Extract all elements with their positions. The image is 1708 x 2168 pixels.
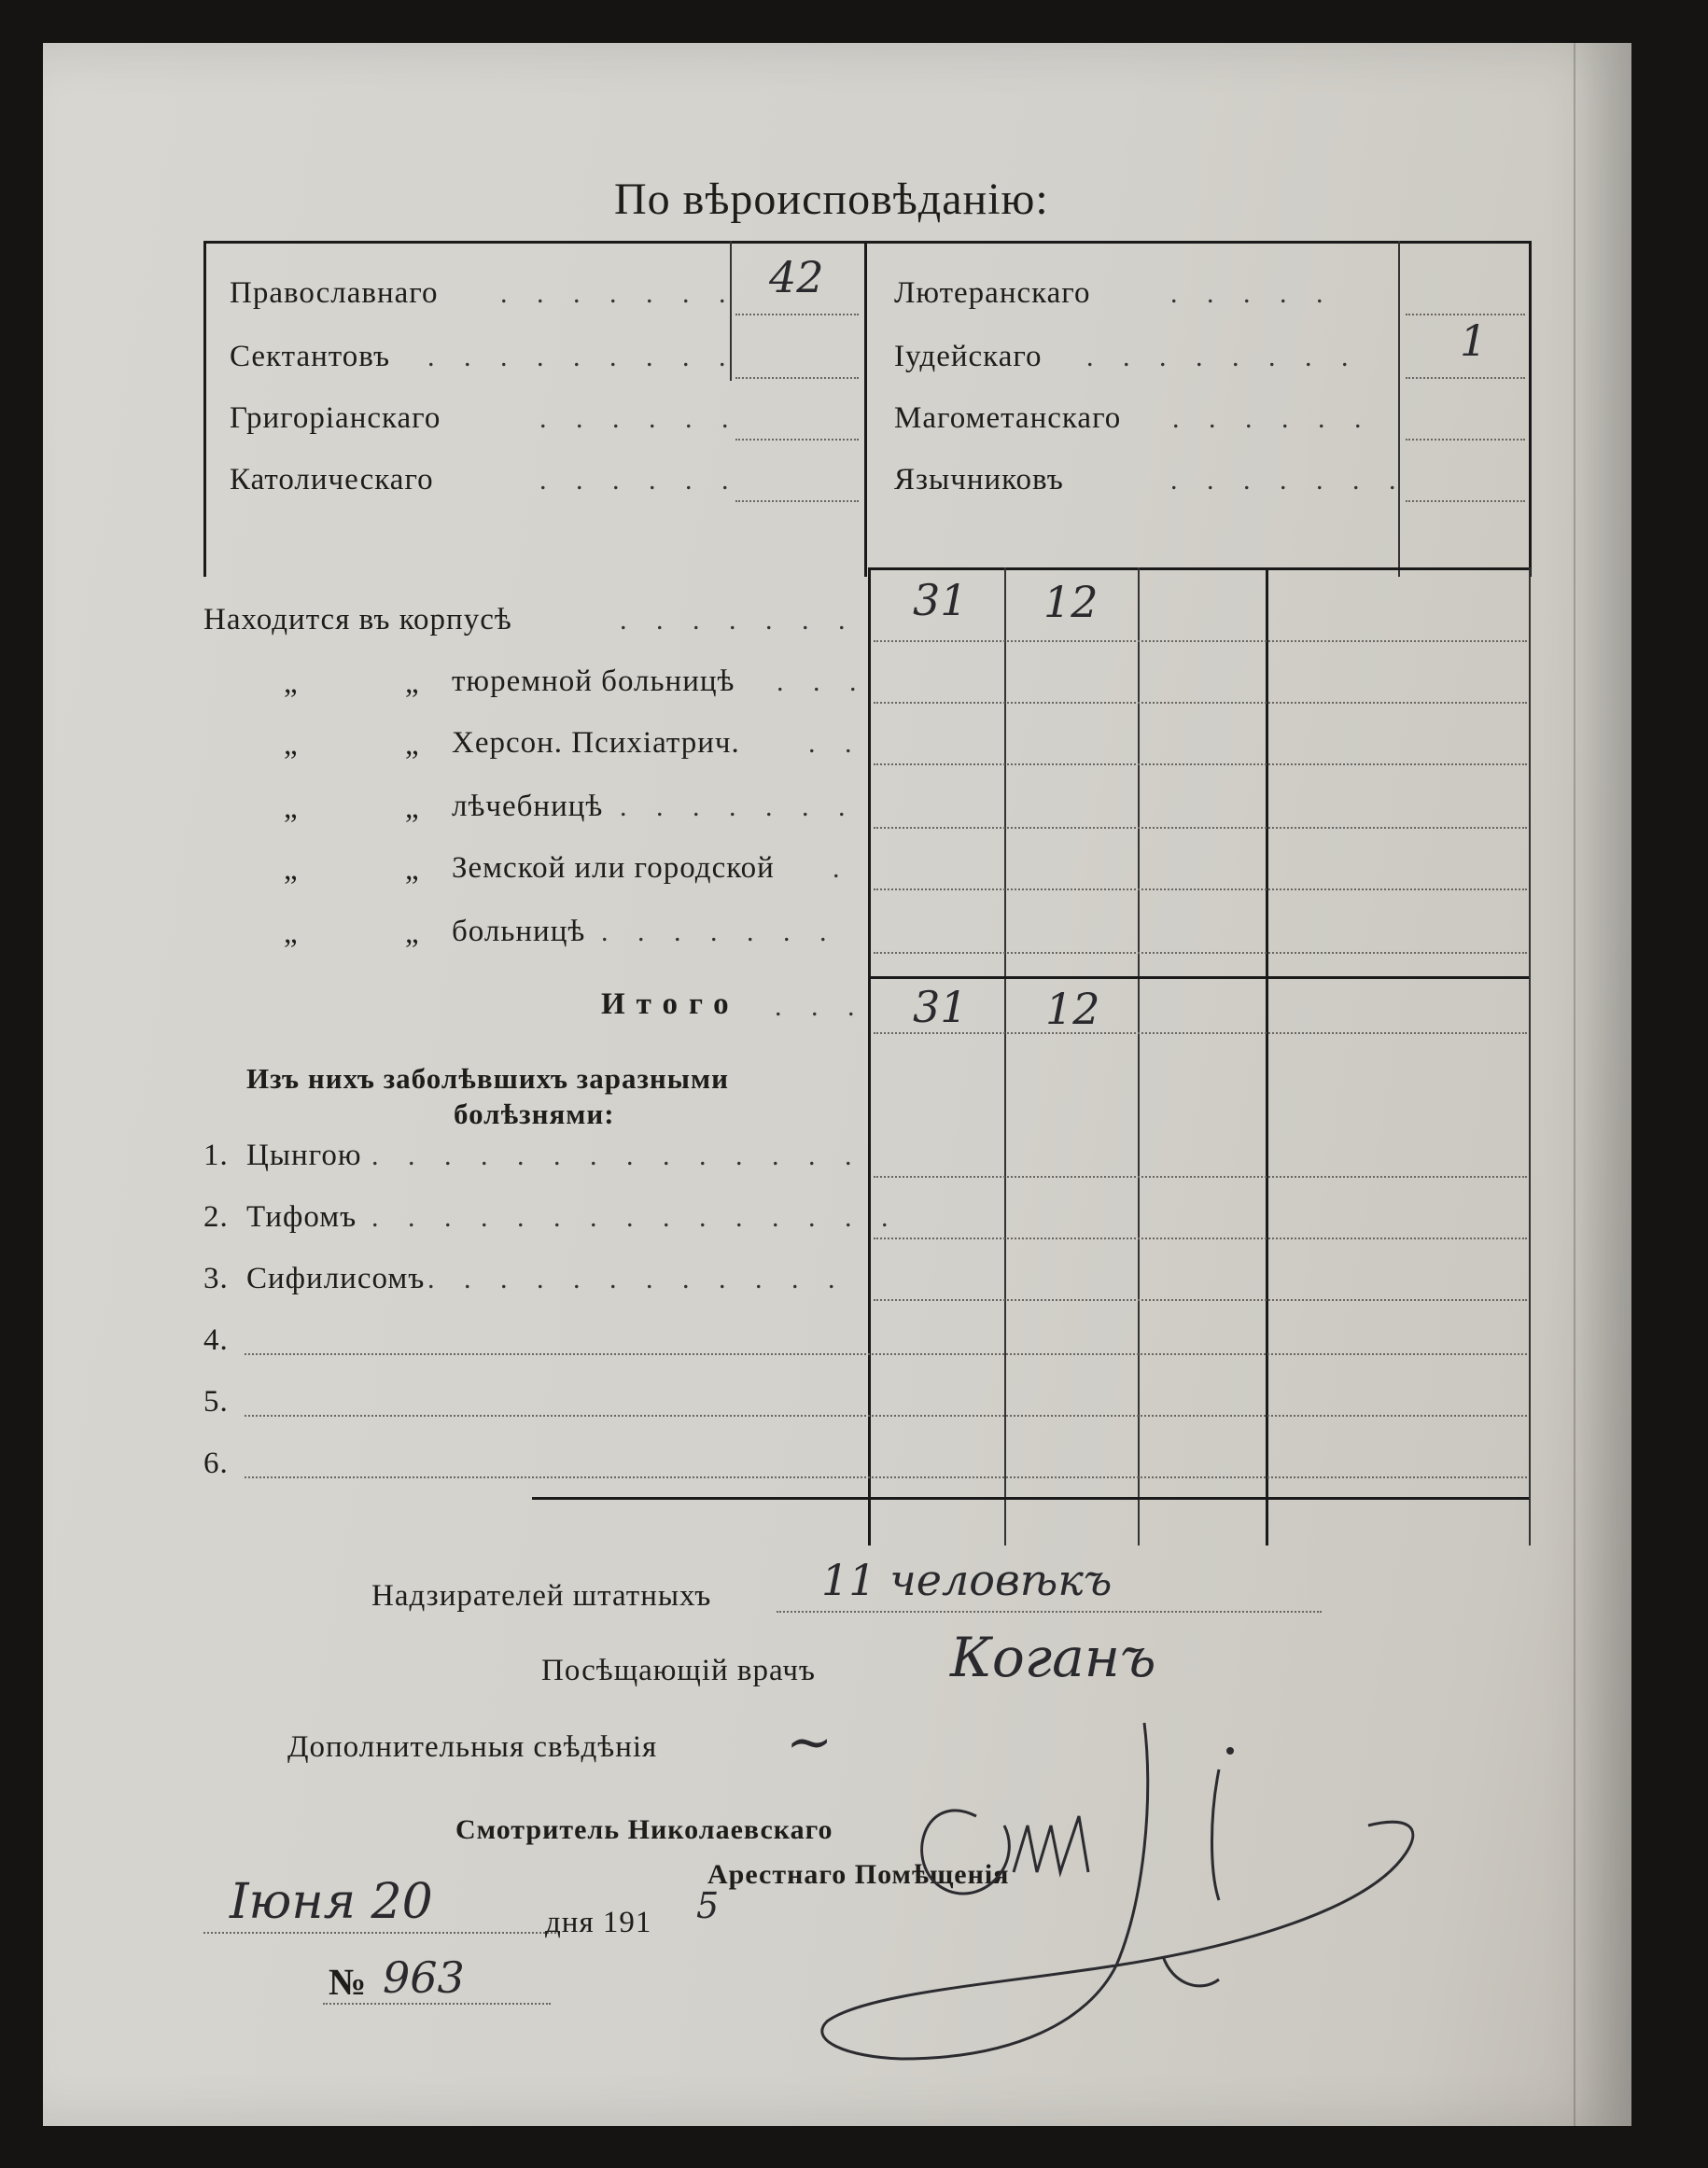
main-table-col-3 — [1138, 567, 1140, 1546]
religion-right-label: Іудейскаго — [894, 340, 1043, 373]
disease-dots: . . . . . . . . . . . . . . — [371, 1140, 863, 1171]
religion-left-dots: . . . . . . — [539, 465, 740, 496]
disease-number: 5. — [203, 1385, 229, 1419]
cell-rule — [874, 1299, 1527, 1301]
disease-number: 2. — [203, 1200, 229, 1234]
religion-table-center-border — [864, 241, 867, 577]
total-col1-value: 31 — [913, 982, 968, 1032]
disease-label: Цынгою — [246, 1139, 362, 1172]
date-rule — [203, 1932, 556, 1934]
bottom-rule — [532, 1497, 1529, 1500]
value-rule — [735, 377, 859, 379]
page-heading: По вѣроисповѣданію: — [614, 175, 1049, 224]
location-dots: . — [833, 853, 851, 884]
ditto-mark: „ — [284, 853, 299, 887]
location-label: больницѣ — [452, 915, 586, 948]
religion-table-left-border — [203, 241, 206, 577]
location-label: тюремной больницѣ — [452, 664, 735, 698]
ditto-mark: „ — [405, 791, 420, 825]
value-rule — [735, 500, 859, 502]
ditto-mark: „ — [405, 853, 420, 887]
value-rule — [1406, 377, 1525, 379]
value-rule — [1406, 500, 1525, 502]
location-dots: . . . . . . . — [620, 605, 857, 636]
cell-rule — [874, 763, 1527, 765]
wardens-value: 11 человѣкъ — [821, 1555, 1113, 1605]
value-rule — [735, 314, 859, 315]
ditto-mark: „ — [405, 666, 420, 700]
religion-right-dots: . . . . . — [1170, 278, 1335, 309]
religion-right-label: Язычниковъ — [894, 463, 1064, 497]
main-table-top-border — [868, 567, 1529, 570]
cell-rule — [874, 640, 1527, 642]
religion-table-divider-2 — [1398, 241, 1400, 577]
cell-rule — [874, 888, 1527, 890]
total-label: Итого — [601, 987, 740, 1021]
disease-number: 3. — [203, 1262, 229, 1295]
date-label: дня 191 — [545, 1906, 652, 1939]
disease-dots: . . . . . . . . . . . . — [427, 1264, 847, 1294]
religion-left-value: 42 — [769, 252, 824, 302]
location-dots: . . . . . . . — [601, 916, 838, 947]
total-dots: . . . — [775, 991, 866, 1022]
religion-right-value: 1 — [1460, 315, 1488, 366]
religion-right-label: Лютеранскаго — [894, 276, 1091, 310]
location-label: Херсон. Психіатрич. — [452, 726, 740, 760]
wardens-rule — [777, 1611, 1322, 1613]
main-table-col-1 — [868, 567, 871, 1546]
disease-dots: . . . . . . . . . . . . . . . — [371, 1202, 900, 1233]
date-year-digit: 5 — [696, 1885, 720, 1926]
ditto-mark: „ — [405, 728, 420, 762]
date-handwritten: Іюня 20 — [230, 1874, 433, 1930]
doctor-value: Коганъ — [950, 1626, 1156, 1689]
location-col1-value: 31 — [913, 575, 968, 625]
wardens-label: Надзирателей штатныхъ — [371, 1579, 712, 1613]
signature — [808, 1685, 1462, 2077]
religion-right-label: Магометанскаго — [894, 401, 1122, 435]
main-table-col-2 — [1004, 567, 1006, 1546]
value-rule — [1406, 439, 1525, 441]
number-rule — [323, 2003, 551, 2005]
location-prefix: Находится въ корпусѣ — [203, 603, 512, 636]
location-dots: . . . . . . . — [620, 791, 857, 822]
ditto-mark: „ — [284, 791, 299, 825]
number-sign: № — [329, 1961, 368, 2003]
disease-number: 6. — [203, 1447, 229, 1480]
signatory-title: Смотритель Николаевскаго — [455, 1814, 833, 1845]
ditto-mark: „ — [284, 728, 299, 762]
doctor-label: Посѣщающій врачъ — [541, 1654, 816, 1687]
ditto-mark: „ — [284, 666, 299, 700]
subtotal-rule — [868, 976, 1529, 979]
location-label: лѣчебницѣ — [452, 790, 604, 823]
main-table-col-4 — [1266, 567, 1268, 1546]
document-page — [43, 43, 1631, 2126]
location-col2-value: 12 — [1043, 577, 1099, 627]
diseases-heading-cont: болѣзнями: — [454, 1098, 615, 1130]
ditto-mark: „ — [405, 916, 420, 950]
location-label: Земской или городской — [452, 851, 775, 885]
value-rule — [735, 439, 859, 441]
religion-left-label: Сектантовъ — [230, 340, 391, 373]
cell-rule — [874, 952, 1527, 954]
diseases-heading: Изъ нихъ заболѣвшихъ заразными — [246, 1062, 729, 1095]
cell-rule — [874, 1238, 1527, 1239]
cell-rule — [874, 702, 1527, 704]
location-dots: . . — [808, 728, 863, 759]
religion-left-label: Православнаго — [230, 276, 439, 310]
main-table-right-border — [1529, 567, 1531, 1546]
location-dots: . . . — [777, 666, 868, 697]
number-value: 963 — [383, 1952, 465, 2003]
signatory-title-cont: Арестнаго Помѣщенія — [707, 1859, 1010, 1890]
religion-left-dots: . . . . . . . — [500, 278, 737, 309]
religion-left-label: Григоріанскаго — [230, 401, 441, 435]
disease-number: 1. — [203, 1139, 229, 1172]
disease-label: Сифилисомъ — [246, 1262, 426, 1295]
extra-label: Дополнительныя свѣдѣнія — [287, 1730, 658, 1764]
ditto-mark: „ — [284, 916, 299, 950]
disease-number: 4. — [203, 1323, 229, 1357]
cell-rule — [874, 1176, 1527, 1178]
religion-right-dots: . . . . . . . — [1170, 465, 1407, 496]
blank-disease-line — [245, 1476, 1527, 1478]
religion-left-dots: . . . . . . . . . — [427, 342, 737, 372]
religion-right-dots: . . . . . . — [1172, 403, 1373, 434]
cell-rule — [874, 827, 1527, 829]
blank-disease-line — [245, 1353, 1527, 1355]
total-col2-value: 12 — [1045, 984, 1100, 1034]
religion-left-dots: . . . . . . — [539, 403, 740, 434]
extra-value: ~ — [786, 1710, 833, 1775]
blank-disease-line — [245, 1415, 1527, 1417]
page-edge — [1574, 43, 1631, 2126]
religion-table-right-border — [1529, 241, 1532, 577]
cell-rule — [874, 1032, 1527, 1034]
disease-label: Тифомъ — [246, 1200, 357, 1234]
religion-left-label: Католическаго — [230, 463, 434, 497]
religion-right-dots: . . . . . . . . — [1086, 342, 1360, 372]
